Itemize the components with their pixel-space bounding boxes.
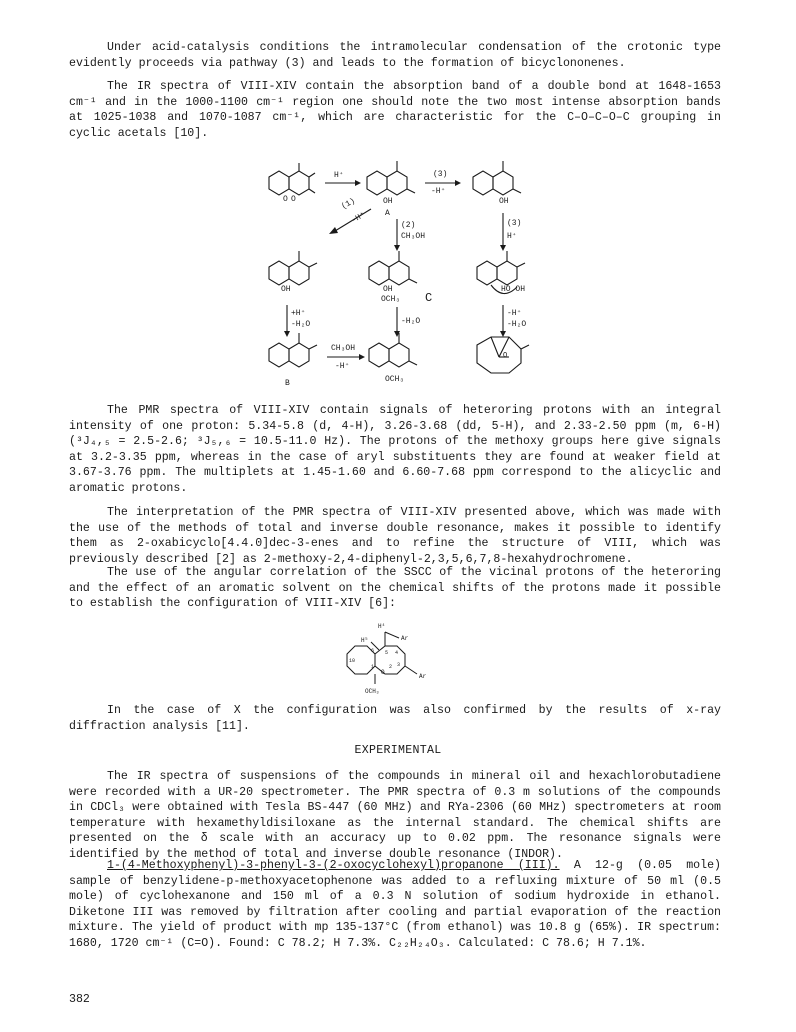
arrow-3-right-label: (3) bbox=[507, 219, 522, 228]
minus-h-label-2: -H⁺ bbox=[335, 362, 350, 371]
experimental-heading: EXPERIMENTAL bbox=[354, 744, 442, 757]
paragraph-pmr-spectra: The PMR spectra of VIII-XIV contain signals of heteroring protons with an integral intensity of one proton: 5.34-5.8 (d, 4-H), 3.26-3.68 (dd, 5-H), and 2.33-2.50 ppm (m, 6-H) (³J₄,₅ = 2.5-2.6; ³J₅,₆ = 10.5-11.0 Hz). The protons of the methoxy groups here give signals at 3.2-3.35 ppm, whereas in the case of aryl substituents they are found at weaker field at 3.67-3.76 ppm. The multiplets at 1.45-1.60 and 6.60-7.68 ppm correspond to the alicyclic and aromatic protons. bbox=[69, 404, 721, 495]
num-10: 10 bbox=[349, 658, 356, 664]
structure-bicyclic-1 bbox=[473, 161, 521, 206]
num-3: 3 bbox=[397, 662, 401, 668]
structure-c bbox=[369, 251, 432, 305]
structure-bicyclononene bbox=[477, 337, 529, 373]
oh-label-c: OH bbox=[383, 285, 393, 294]
num-6: 6 bbox=[371, 648, 375, 654]
structure-b bbox=[269, 333, 317, 388]
och3-label-config: OCH₃ bbox=[365, 688, 380, 695]
ar-top-label: Ar bbox=[401, 635, 409, 642]
minus-h2o-label-1: -H₂O bbox=[291, 320, 311, 329]
oh-label-r2a: OH bbox=[281, 285, 291, 294]
configuration-structure bbox=[335, 618, 445, 698]
label-c: C bbox=[425, 291, 433, 305]
compound-iii-title: 1-(4-Methoxyphenyl)-3-phenyl-3-(2-oxocyclohexyl)propanone (III). bbox=[107, 859, 560, 872]
arrow-3-top-minus: -H⁺ bbox=[431, 187, 446, 196]
plus-h-label: +H⁺ bbox=[291, 309, 306, 318]
och3-label-2: OCH₃ bbox=[385, 375, 405, 384]
o-label-bicyclo: O bbox=[503, 352, 508, 360]
page-number: 382 bbox=[69, 993, 90, 1006]
arrow-3-top-label: (3) bbox=[433, 170, 448, 179]
label-a: A bbox=[385, 209, 390, 218]
structure-hemiketal bbox=[269, 251, 317, 294]
o-label-config: O bbox=[381, 669, 385, 676]
paragraph-ir-spectra: The IR spectra of VIII-XIV contain the absorption band of a double bond at 1648-1653 cm⁻¹ and in the 1000-1100 cm⁻¹ region one should note the two most intense absorption bands at 1025-1038 and 1070-1087 cm⁻¹, which are characteristic for the C–O–C–O–C grouping in cyclic acetals [10]. bbox=[69, 80, 721, 140]
num-4: 4 bbox=[395, 650, 399, 656]
arrow-h-plus-label: H⁺ bbox=[334, 171, 344, 180]
structure-acetal bbox=[369, 333, 417, 384]
ch3oh-label: CH₃OH bbox=[331, 344, 356, 353]
num-2: 2 bbox=[389, 664, 393, 670]
h-mid-label: H⁵ bbox=[361, 637, 369, 644]
arrow-1-minus: -H⁺ bbox=[350, 210, 367, 226]
paragraph-compound-iii bbox=[69, 858, 721, 951]
oh-label-r1: OH bbox=[499, 197, 509, 206]
h-top-label: H⁴ bbox=[378, 623, 386, 630]
num-1: 1 bbox=[371, 664, 375, 670]
och3-label-c: OCH₃ bbox=[381, 295, 401, 304]
o-label: O bbox=[283, 195, 288, 204]
structure-diol bbox=[477, 251, 525, 294]
reaction-scheme bbox=[255, 145, 555, 395]
num-5: 5 bbox=[385, 650, 389, 656]
minus-h2o-label-2: -H₂O bbox=[401, 317, 421, 326]
paragraph-xray: In the case of X the configuration was also confirmed by the results of x-ray diffraction analysis [11]. bbox=[69, 704, 721, 733]
arrow-2-reagent: CH₃OH bbox=[401, 232, 426, 241]
structure-a bbox=[367, 161, 415, 218]
paragraph-configuration: The use of the angular correlation of the SSCC of the vicinal protons of the heteroring and the effect of an aromatic solvent on the chemical shifts of the protons made it possible to establish the configuration of VIII-XIV [6]: bbox=[69, 566, 721, 610]
ho-oh-label: HO OH bbox=[501, 285, 526, 294]
paragraph-experimental-methods: The IR spectra of suspensions of the compounds in mineral oil and hexachlorobutadiene were recorded with a UR-20 spectrometer. The PMR spectra of 0.3 m solutions of the compounds in CDCl₃ were obtained with Tesla BS-447 (60 MHz) and RYa-2306 (60 MHz) spectrometers at room temperature with hexamethyldisiloxane as the internal standard. The chemical shifts are presented on the δ scale with an accuracy up to 0.02 ppm. The resonance signals were identified by the method of total and inverse double resonance (INDOR). bbox=[69, 770, 721, 861]
minus-h2o-label-3: -H₂O bbox=[507, 320, 527, 329]
minus-h-label: -H⁺ bbox=[507, 309, 522, 318]
compound-iii-body: A 12-g (0.05 mole) sample of benzylidene-p-methoxyacetophenone was added to a refluxing mixture of 50 ml (0.5 mole) of cyclohexanone and 150 ml of a 0.3 N solution of sodium hydroxide in ethanol. Diketone III was removed by filtration after cooling and partial evaporation of the reaction mixture. The yield of product with mp 135-137°C (from ethanol) was 10.8 g (65%). IR spectrum: 1680, 1720 cm⁻¹ (C=O). Found: C 78.2; H 7.3%. C₂₂H₂₄O₃. Calculated: C 78.6; H 7.1%. bbox=[69, 859, 721, 950]
structure-diketone bbox=[269, 163, 315, 204]
ar-right-label: Ar bbox=[419, 673, 427, 680]
label-b: B bbox=[285, 379, 290, 388]
arrow-2-label: (2) bbox=[401, 221, 416, 230]
paragraph-interpretation: The interpretation of the PMR spectra of VIII-XIV presented above, which was made with the use of the methods of total and inverse double resonance, makes it possible to identify them as 2-oxabicyclo[4.4.0]dec-3-enes and to refine the structure of VIII, which was previously described [2] as 2-methoxy-2,4-diphenyl-2,3,5,6,7,8-hexahydrochromene. bbox=[69, 506, 721, 566]
arrow-1-label: (1) bbox=[340, 196, 357, 212]
o-label-2: O bbox=[291, 195, 296, 204]
oh-label-a: OH bbox=[383, 197, 393, 206]
paragraph-1: Under acid-catalysis conditions the intramolecular condensation of the crotonic type evidently proceeds via pathway (3) and leads to the formation of bicyclononenes. bbox=[69, 41, 721, 70]
arrow-3-right-h: H⁺ bbox=[507, 232, 517, 241]
